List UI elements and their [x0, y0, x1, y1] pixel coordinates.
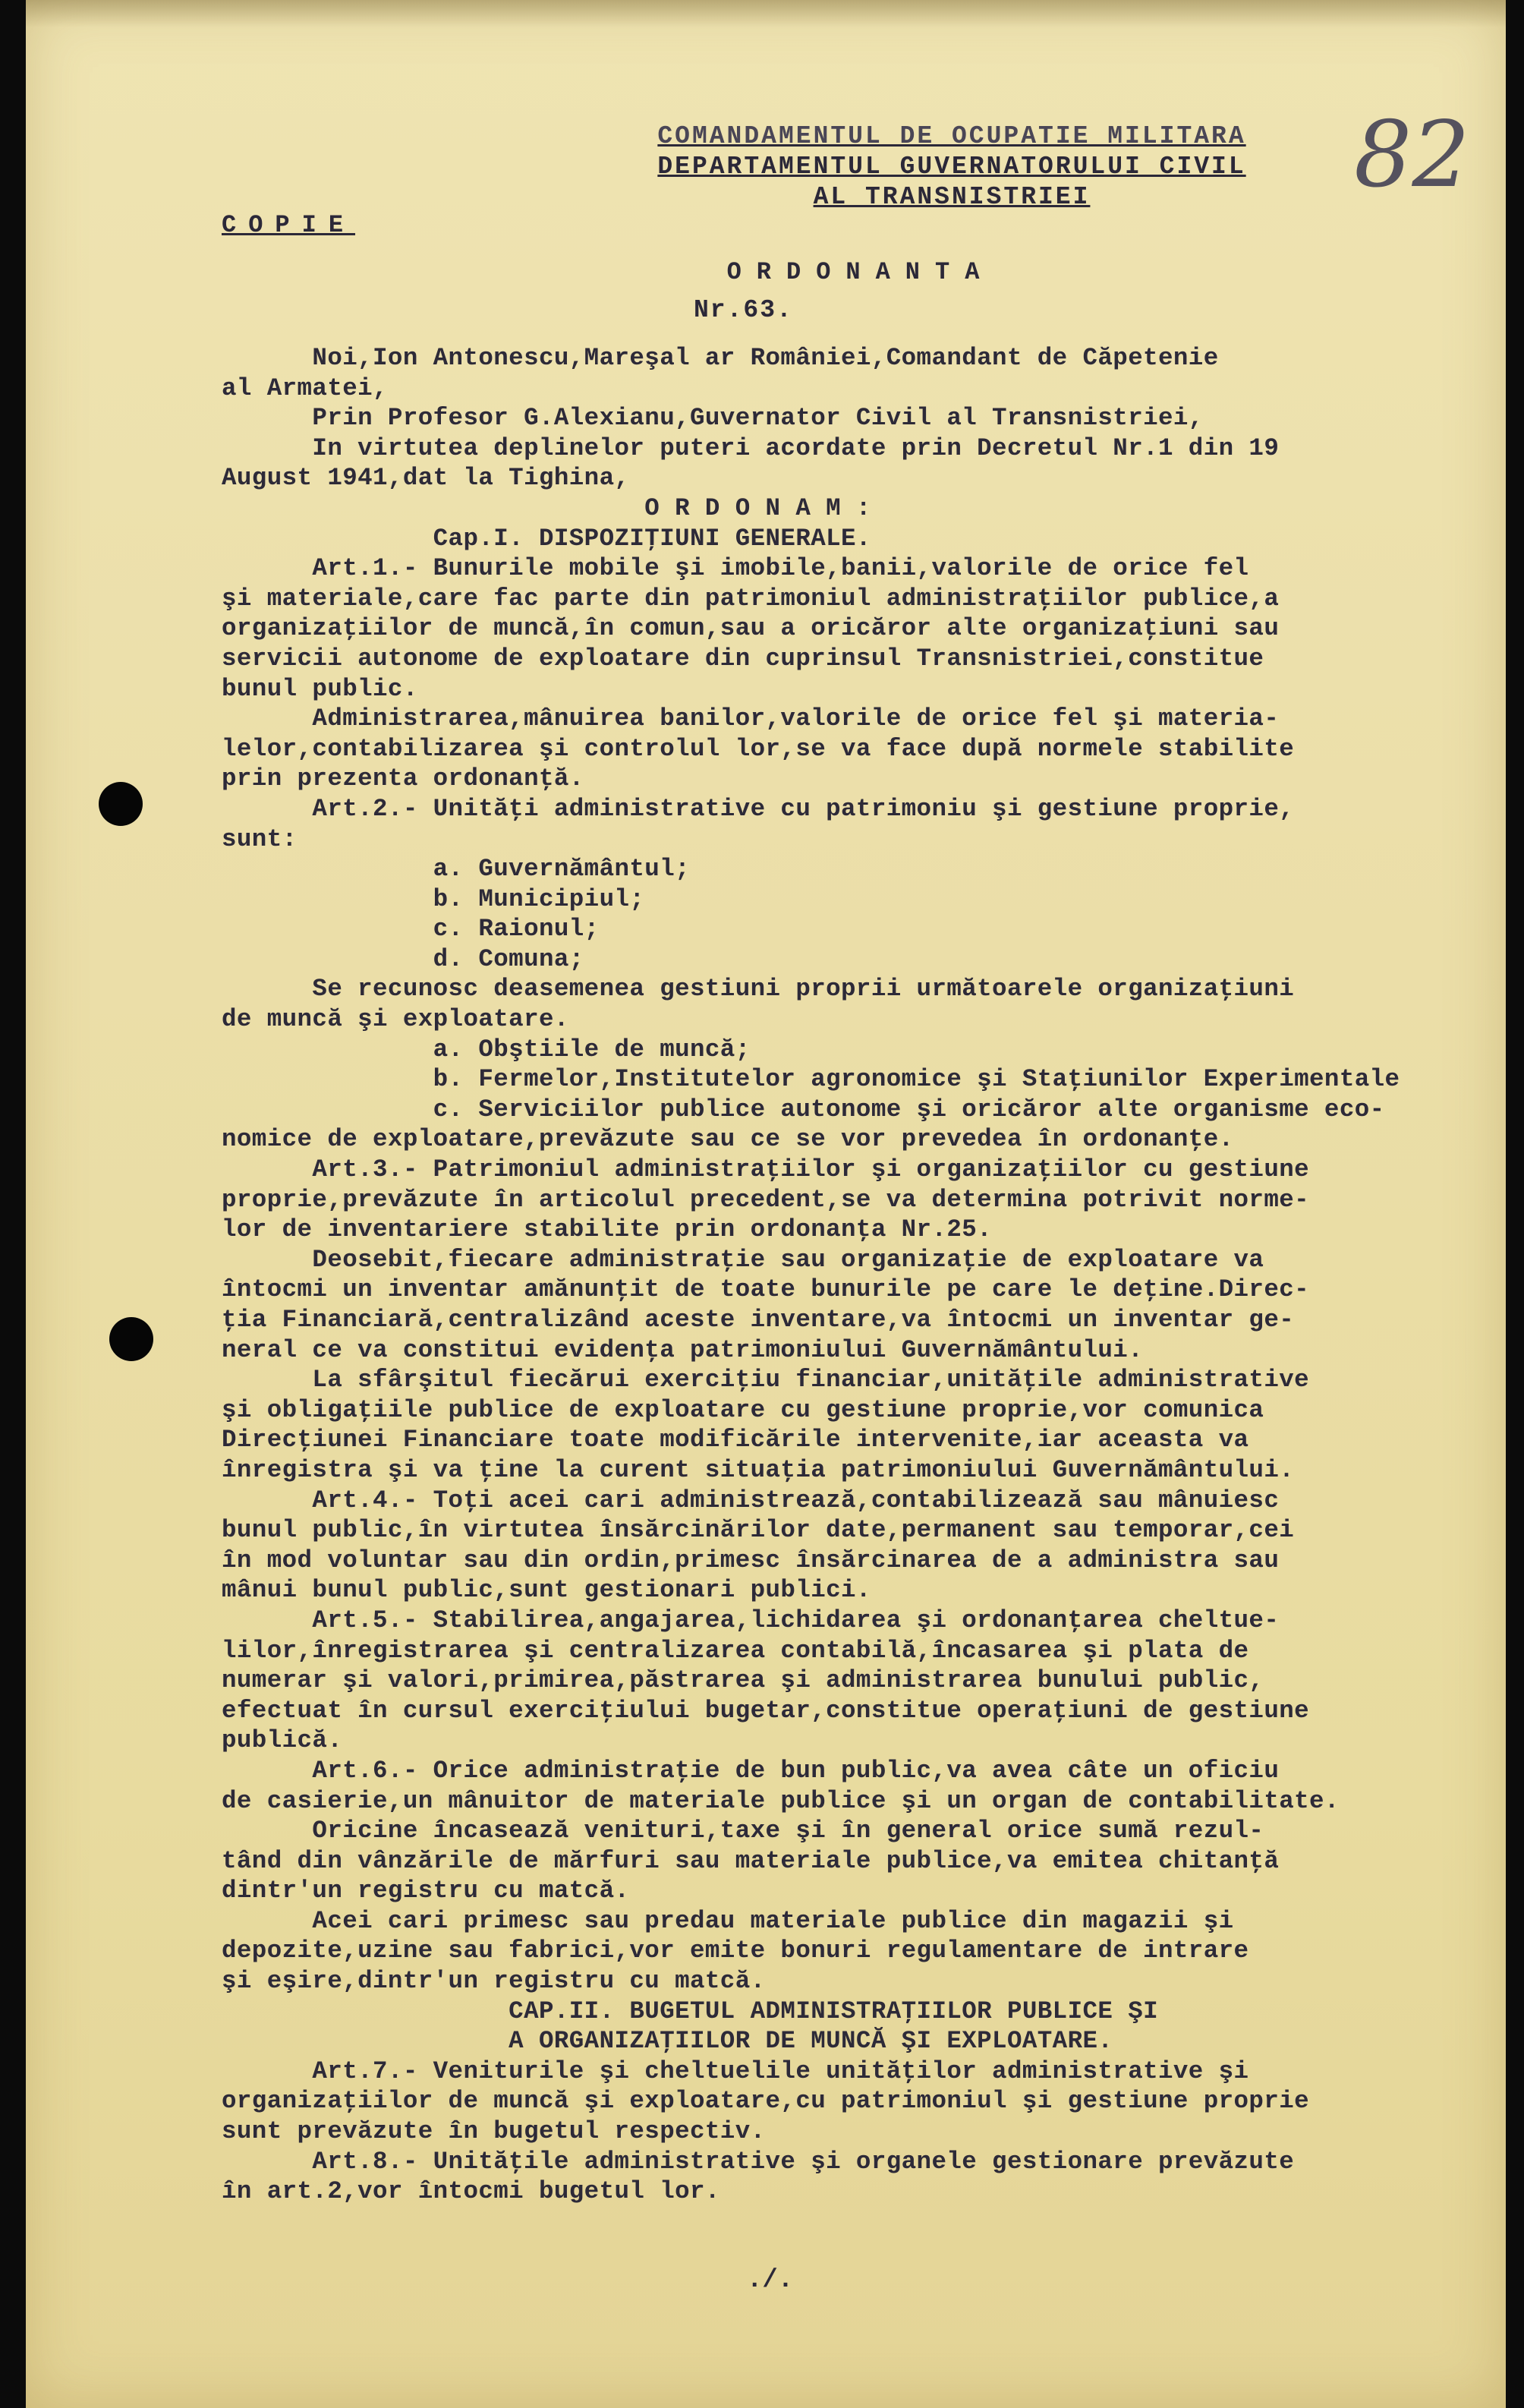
text-line: publică.	[222, 1726, 343, 1755]
text-line: prin prezenta ordonanţă.	[222, 764, 584, 793]
text-line: Administrarea,mânuirea banilor,valorile de orice fel şi materia-	[222, 704, 1280, 733]
text-line: Direcţiunei Financiare toate modificările intervenite,iar aceasta va	[222, 1426, 1249, 1455]
text-line: Art.3.- Patrimoniul administraţiilor şi organizaţiilor cu gestiune	[222, 1155, 1310, 1184]
text-line: lor de inventariere stabilite prin ordonanţa Nr.25.	[222, 1215, 993, 1244]
text-line: şi obligaţiile publice de exploatare cu gestiune proprie,vor comunica	[222, 1395, 1264, 1424]
text-line: d. Comuna;	[222, 944, 584, 973]
text-line: mânui bunul public,sunt gestionari publici.	[222, 1576, 871, 1605]
text-line: Acei cari primesc sau predau materiale publice din magazii şi	[222, 1906, 1234, 1935]
text-line: Art.6.- Orice administraţie de bun public,va avea câte un oficiu	[222, 1756, 1280, 1785]
svg-text:82: 82	[1354, 106, 1470, 208]
text-line: sunt prevăzute în bugetul respectiv.	[222, 2117, 766, 2146]
text-line: efectuat în cursul exerciţiului bugetar,constitue operaţiuni de gestiune	[222, 1696, 1310, 1725]
text-line: tând din vânzările de mărfuri sau materiale publice,va emitea chitanţă	[222, 1846, 1280, 1875]
text-line: c. Serviciilor publice autonome şi oricăror alte organisme eco-	[222, 1095, 1385, 1124]
text-line: şi materiale,care fac parte din patrimoniul administraţiilor publice,a	[222, 584, 1280, 613]
punch-hole-bottom	[109, 1317, 153, 1361]
text-line: O R D O N A M :	[222, 493, 871, 522]
document-title: ORDONANTA	[726, 258, 995, 286]
text-line: lelor,contabilizarea şi controlul lor,se va face după normele stabilite	[222, 734, 1295, 763]
document-page	[26, 0, 1506, 2408]
text-line: organizaţiilor de muncă şi exploatare,cu patrimoniul şi gestiune proprie	[222, 2087, 1310, 2116]
copy-label: COPIE	[222, 211, 356, 239]
text-line: Oricine încasează venituri,taxe şi în general orice sumă rezul-	[222, 1817, 1264, 1845]
text-line: Art.7.- Veniturile şi cheltuelile unităţilor administrative şi	[222, 2057, 1249, 2085]
letterhead-line-3: AL TRANSNISTRIEI	[813, 183, 1091, 211]
letterhead-line-1: COMANDAMENTUL DE OCUPATIE MILITARA	[657, 122, 1246, 150]
text-line: în mod voluntar sau din ordin,primesc însărcinarea de a administra sau	[222, 1546, 1280, 1574]
document-body	[222, 343, 1504, 2207]
punch-hole-top	[99, 782, 143, 826]
text-line: b. Fermelor,Institutelor agronomice şi Staţiunilor Experimentale	[222, 1065, 1400, 1094]
text-line: In virtutea deplinelor puteri acordate prin Decretul Nr.1 din 19	[222, 433, 1280, 462]
text-line: bunul public,în virtutea însărcinărilor date,permanent sau temporar,cei	[222, 1516, 1295, 1545]
text-line: CAP.II. BUGETUL ADMINISTRAŢIILOR PUBLICE ŞI	[222, 1997, 1158, 2025]
text-line: numerar şi valori,primirea,păstrarea şi administrarea bunului public,	[222, 1666, 1264, 1695]
text-line: a. Guvernământul;	[222, 855, 690, 884]
text-line: Art.8.- Unităţile administrative şi organele gestionare prevăzute	[222, 2147, 1295, 2176]
text-line: de muncă şi exploatare.	[222, 1005, 569, 1034]
text-line: în art.2,vor întocmi bugetul lor.	[222, 2177, 720, 2206]
text-line: lilor,înregistrarea şi centralizarea contabilă,încasarea şi plata de	[222, 1636, 1249, 1665]
text-line: de casierie,un mânuitor de materiale publice şi un organ de contabilitate.	[222, 1786, 1340, 1815]
text-line: Deosebit,fiecare administraţie sau organizaţie de exploatare va	[222, 1245, 1264, 1274]
text-line: bunul public.	[222, 674, 418, 703]
text-line: proprie,prevăzute în articolul precedent,se va determina potrivit norme-	[222, 1185, 1310, 1214]
letterhead	[610, 121, 1293, 213]
text-line: b. Municipiul;	[222, 884, 645, 913]
text-line: al Armatei,	[222, 373, 388, 402]
document-number: Nr.63.	[694, 296, 793, 324]
letterhead-line-2: DEPARTAMENTUL GUVERNATORULUI CIVIL	[657, 153, 1246, 181]
text-line: sunt:	[222, 824, 298, 853]
text-line: Art.1.- Bunurile mobile şi imobile,banii,valorile de orice fel	[222, 554, 1249, 583]
text-line: Cap.I. DISPOZIŢIUNI GENERALE.	[222, 524, 871, 553]
text-line: Noi,Ion Antonescu,Mareşal ar României,Comandant de Căpetenie	[222, 344, 1219, 372]
text-line: La sfârşitul fiecărui exerciţiu financiar,unităţile administrative	[222, 1366, 1310, 1395]
text-line: A ORGANIZAŢIILOR DE MUNCĂ ŞI EXPLOATARE.	[222, 2027, 1113, 2056]
text-line: organizaţiilor de muncă,în comun,sau a oricăror alte organizaţiuni sau	[222, 614, 1280, 643]
text-line: Art.2.- Unităţi administrative cu patrimoniu şi gestiune proprie,	[222, 794, 1295, 823]
text-line: nomice de exploatare,prevăzute sau ce se vor prevedea în ordonanţe.	[222, 1125, 1234, 1154]
text-line: Se recunosc deasemenea gestiuni proprii următoarele organizaţiuni	[222, 975, 1295, 1004]
text-line: c. Raionul;	[222, 915, 600, 944]
text-line: servicii autonome de exploatare din cuprinsul Transnistriei,constitue	[222, 644, 1264, 673]
text-line: întocmi un inventar amănunţit de toate bunurile pe care le deţine.Direc-	[222, 1275, 1310, 1304]
text-line: înregistra şi va ţine la curent situaţia patrimoniului Guvernământului.	[222, 1455, 1295, 1484]
text-line: August 1941,dat la Tighina,	[222, 464, 630, 493]
text-line: Art.4.- Toţi acei cari administrează,contabilizează sau mânuiesc	[222, 1486, 1280, 1514]
text-line: şi eşire,dintr'un registru cu matcă.	[222, 1967, 766, 1996]
text-line: dintr'un registru cu matcă.	[222, 1877, 630, 1905]
text-line: Art.5.- Stabilirea,angajarea,lichidarea şi ordonanţarea cheltue-	[222, 1606, 1280, 1634]
text-line: depozite,uzine sau fabrici,vor emite bonuri regulamentare de intrare	[222, 1937, 1249, 1965]
text-line: neral ce va constitui evidenţa patrimoniului Guvernământului.	[222, 1335, 1144, 1364]
text-line: Prin Profesor G.Alexianu,Guvernator Civil al Transnistriei,	[222, 404, 1204, 433]
handwritten-page-number	[1339, 106, 1491, 213]
text-line: ţia Financiară,centralizând aceste inventare,va întocmi un inventar ge-	[222, 1306, 1295, 1334]
text-line: a. Obştiile de muncă;	[222, 1035, 751, 1064]
continuation-mark: ./.	[747, 2266, 794, 2295]
